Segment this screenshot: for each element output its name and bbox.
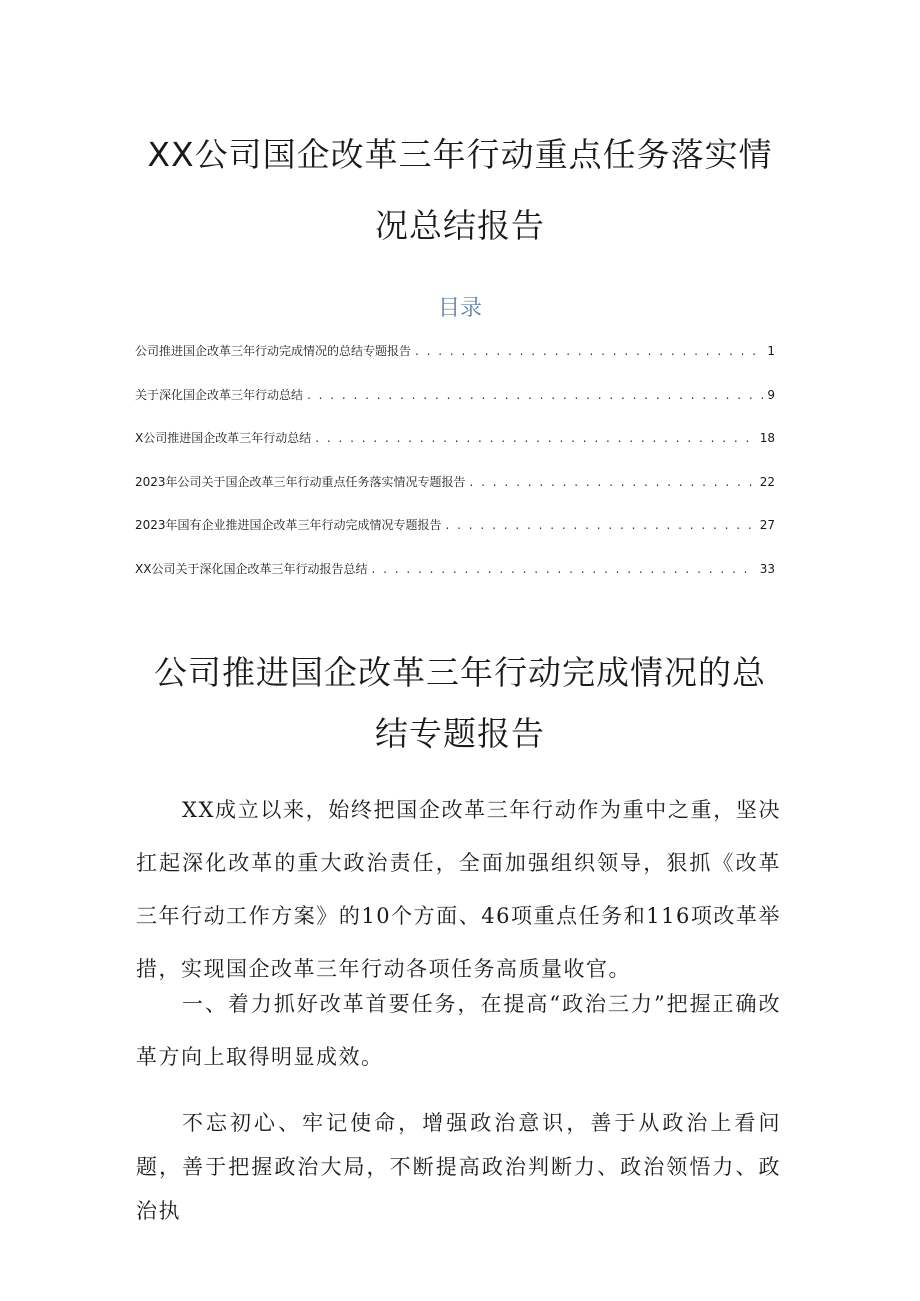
toc-entry-title[interactable]: X公司推进国企改革三年行动总结 [135,431,312,446]
toc-leader-dots [371,558,755,580]
toc-entry[interactable] [135,340,775,384]
body-paragraph: 不忘初心、牢记使命，增强政治意识，善于从政治上看问题，善于把握政治大局，不断提高政治判断力、政治领悟力、政治执 [136,1111,781,1223]
toc-entry[interactable] [135,471,775,515]
toc-entry-title[interactable]: 2023年公司关于国企改革三年行动重点任务落实情况专题报告 [135,474,466,489]
toc-leader-dots [446,514,756,536]
toc-entry-page[interactable]: 1 [767,344,775,358]
toc-entry-page[interactable]: 27 [759,518,775,533]
toc-entry[interactable] [135,384,775,428]
table-of-contents [135,340,775,602]
toc-leader-dots [470,471,756,493]
toc-heading: 目录 [437,296,482,321]
toc-entry-page[interactable]: 9 [767,387,775,402]
document-title-line1: XX公司国企改革三年行动重点任务落实情 [147,135,773,174]
toc-leader-dots [415,340,763,362]
toc-entry[interactable] [135,558,775,602]
toc-leader-dots [307,384,763,406]
toc-entry[interactable] [135,427,775,471]
toc-entry-title[interactable]: XX公司关于深化国企改革三年行动报告总结 [135,561,368,576]
section-title-line2: 结专题报告 [375,714,545,753]
document-title-line2: 况总结报告 [375,206,545,245]
toc-entry-page[interactable]: 33 [759,561,775,576]
toc-entry[interactable] [135,514,775,558]
body-paragraph: 一、着力抓好改革首要任务，在提高“政治三力”把握正确改革方向上取得明显成效。 [136,992,781,1069]
toc-entry-title[interactable]: 关于深化国企改革三年行动总结 [135,387,304,402]
toc-entry-page[interactable]: 18 [759,431,775,446]
body-paragraph: XX成立以来，始终把国企改革三年行动作为重中之重，坚决扛起深化改革的重大政治责任，全面加强组织领导，狠抓《改革三年行动工作方案》的10个方面、46项重点任务和116项改革举措，实现国企改革三年行动各项任务高质量收官。 [136,798,781,981]
toc-entry-page[interactable]: 22 [759,474,775,489]
toc-leader-dots [315,427,755,449]
toc-entry-title[interactable]: 2023年国有企业推进国企改革三年行动完成情况专题报告 [135,518,442,533]
section-title-line1: 公司推进国企改革三年行动完成情况的总 [154,653,766,692]
toc-entry-title[interactable]: 公司推进国企改革三年行动完成情况的总结专题报告 [135,344,412,358]
